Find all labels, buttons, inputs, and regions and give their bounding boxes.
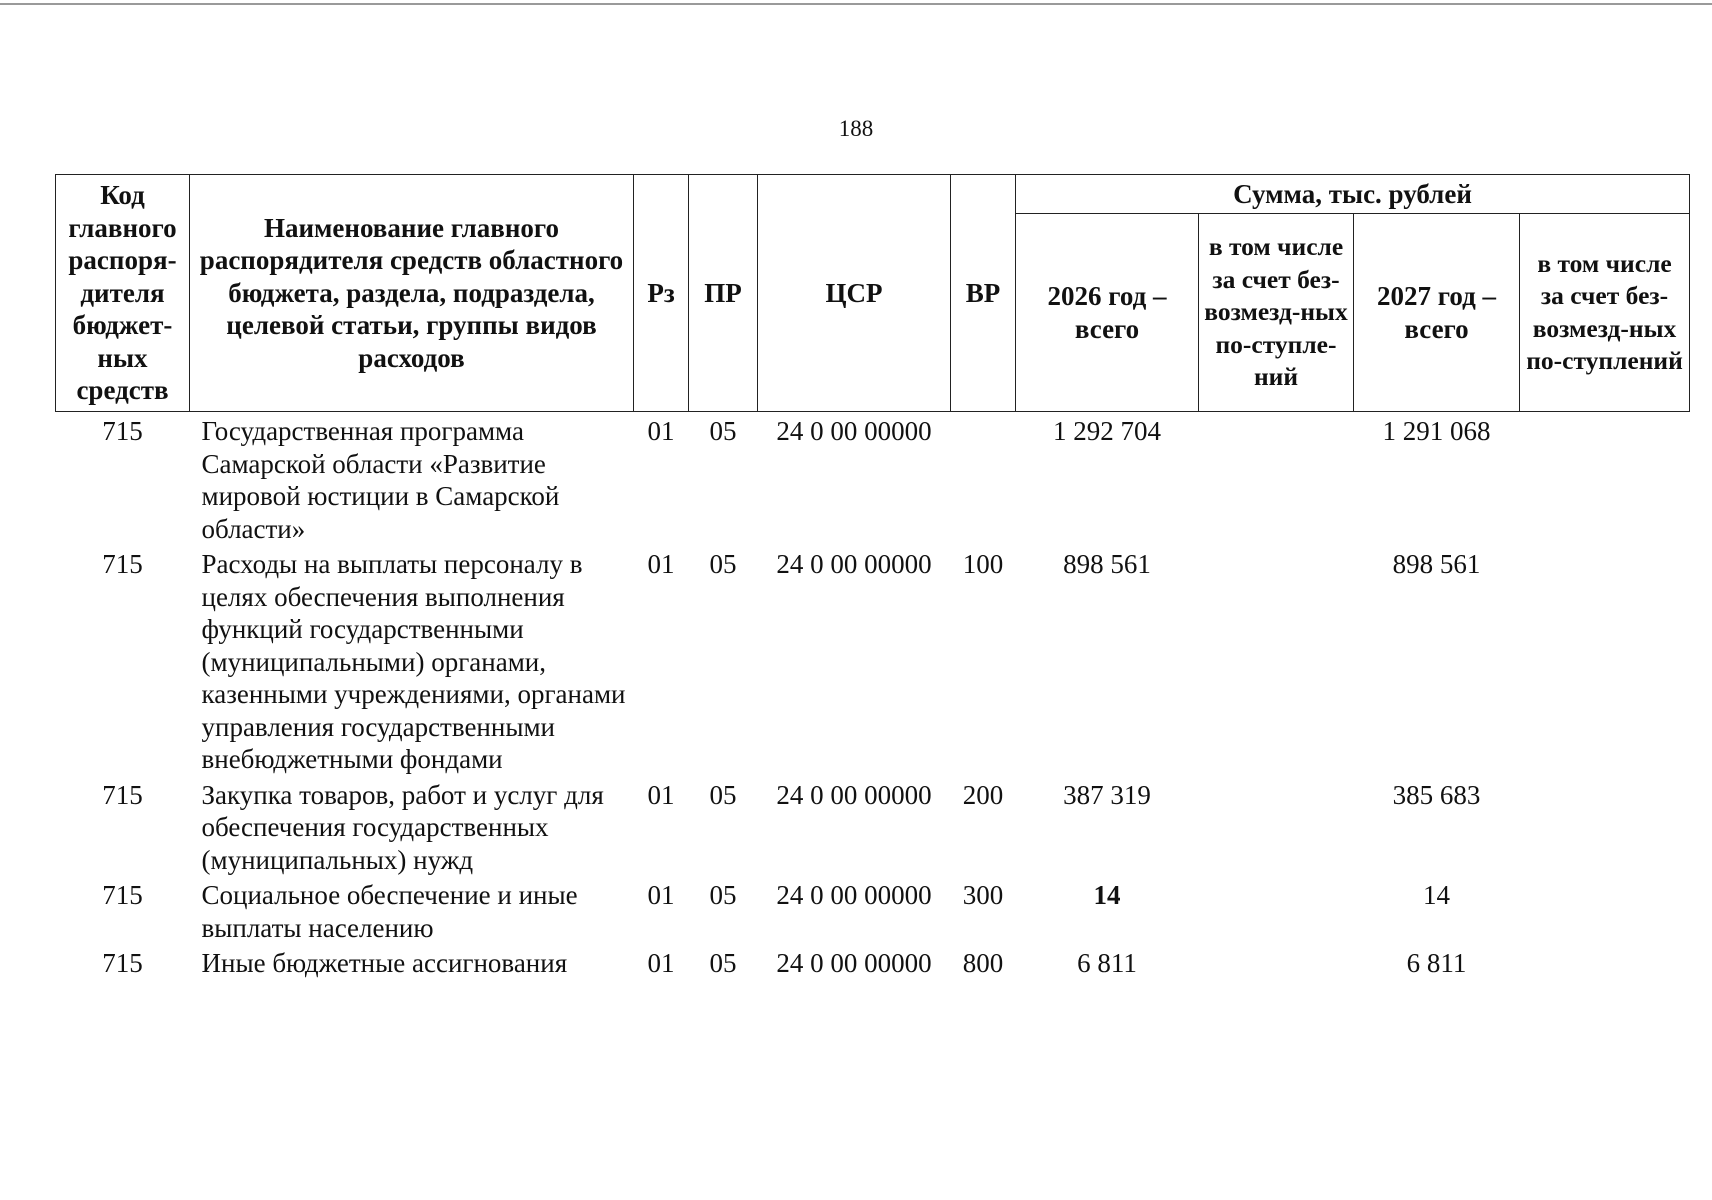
cell-code: 715 bbox=[102, 416, 143, 446]
cell-2027-total: 898 561 bbox=[1392, 549, 1481, 579]
cell-2027-total: 1 291 068 bbox=[1382, 416, 1491, 446]
cell-2027-free bbox=[1520, 412, 1690, 546]
cell-csr: 24 0 00 00000 bbox=[776, 549, 932, 579]
cell-code: 715 bbox=[102, 549, 143, 579]
header-2026-total: 2026 год – всего bbox=[1016, 214, 1199, 412]
cell-rz: 01 bbox=[647, 779, 675, 810]
table-row bbox=[56, 876, 1690, 944]
header-2027-free: в том числе за счет без-возмезд-ных по-ступлений bbox=[1520, 214, 1690, 412]
cell-name: Социальное обеспечение и иные выплаты населению bbox=[201, 880, 578, 943]
cell-code: 715 bbox=[102, 948, 143, 978]
cell-csr: 24 0 00 00000 bbox=[776, 416, 932, 446]
cell-2026-free bbox=[1199, 876, 1354, 944]
cell-pr: 05 bbox=[709, 416, 737, 446]
table-header bbox=[56, 175, 1690, 412]
table-row bbox=[56, 944, 1690, 980]
cell-name: Государственная программа Самарской области «Развитие мировой юстиции в Самарской области» bbox=[201, 416, 560, 544]
cell-2026-free bbox=[1199, 545, 1354, 776]
cell-name: Закупка товаров, работ и услуг для обеспечения государственных (муниципальных) нужд bbox=[201, 779, 604, 875]
header-2027-total: 2027 год – всего bbox=[1354, 214, 1520, 412]
cell-pr: 05 bbox=[709, 948, 737, 978]
cell-name: Расходы на выплаты персоналу в целях обеспечения выполнения функций государственными (муниципальными) органами, казенными учреждениями, органами управления государственными внебюджетными фондами bbox=[201, 549, 626, 774]
cell-2027-free bbox=[1520, 545, 1690, 776]
header-pr: ПР bbox=[689, 175, 758, 412]
page-number: 188 bbox=[838, 116, 874, 141]
cell-2026-total: 1 292 704 bbox=[1053, 416, 1161, 446]
cell-2026-total: 6 811 bbox=[1077, 948, 1137, 978]
cell-rz: 01 bbox=[647, 549, 675, 579]
cell-rz: 01 bbox=[647, 880, 675, 910]
cell-rz: 01 bbox=[647, 948, 675, 978]
cell-2026-total: 898 561 bbox=[1063, 549, 1151, 579]
cell-pr: 05 bbox=[709, 779, 737, 810]
cell-vr: 200 bbox=[962, 779, 1004, 810]
cell-csr: 24 0 00 00000 bbox=[776, 880, 932, 910]
cell-2026-total: 387 319 bbox=[1063, 779, 1151, 810]
cell-2027-total: 385 683 bbox=[1392, 779, 1481, 810]
cell-pr: 05 bbox=[709, 549, 737, 579]
top-border-line bbox=[0, 3, 1712, 5]
cell-csr: 24 0 00 00000 bbox=[776, 948, 932, 978]
table-row bbox=[56, 412, 1690, 546]
cell-2026-free bbox=[1199, 944, 1354, 980]
cell-vr: 800 bbox=[962, 948, 1004, 978]
cell-name: Иные бюджетные ассигнования bbox=[201, 948, 568, 978]
cell-csr: 24 0 00 00000 bbox=[776, 779, 932, 810]
cell-2027-free bbox=[1520, 876, 1690, 944]
cell-code: 715 bbox=[102, 880, 143, 910]
cell-vr bbox=[951, 412, 1016, 546]
cell-pr: 05 bbox=[709, 880, 737, 910]
header-2026-free: в том числе за счет без-возмезд-ных по-ступле-ний bbox=[1199, 214, 1354, 412]
budget-table bbox=[55, 174, 1690, 980]
cell-2026-free bbox=[1199, 412, 1354, 546]
header-sum-group: Сумма, тыс. рублей bbox=[1016, 175, 1690, 214]
cell-rz: 01 bbox=[647, 416, 675, 446]
cell-vr: 300 bbox=[962, 880, 1004, 910]
table-body bbox=[56, 412, 1690, 980]
cell-2026-free bbox=[1199, 776, 1354, 877]
header-rz: Рз bbox=[634, 175, 689, 412]
cell-vr: 100 bbox=[962, 549, 1004, 579]
cell-2027-free bbox=[1520, 944, 1690, 980]
cell-2026-total: 14 bbox=[1093, 880, 1121, 910]
cell-2027-total: 14 bbox=[1423, 880, 1450, 910]
cell-code: 715 bbox=[102, 779, 143, 810]
table-row bbox=[56, 545, 1690, 776]
header-row-1 bbox=[56, 175, 1690, 214]
header-csr: ЦСР bbox=[758, 175, 951, 412]
table-row bbox=[56, 776, 1690, 877]
header-vr: ВР bbox=[951, 175, 1016, 412]
header-code: Код главного распоря-дителя бюджет-ных средств bbox=[56, 175, 190, 412]
header-name: Наименование главного распорядителя средств областного бюджета, раздела, подраздела, целевой статьи, группы видов расходов bbox=[190, 175, 634, 412]
cell-2027-total: 6 811 bbox=[1406, 948, 1467, 978]
cell-2027-free bbox=[1520, 776, 1690, 877]
